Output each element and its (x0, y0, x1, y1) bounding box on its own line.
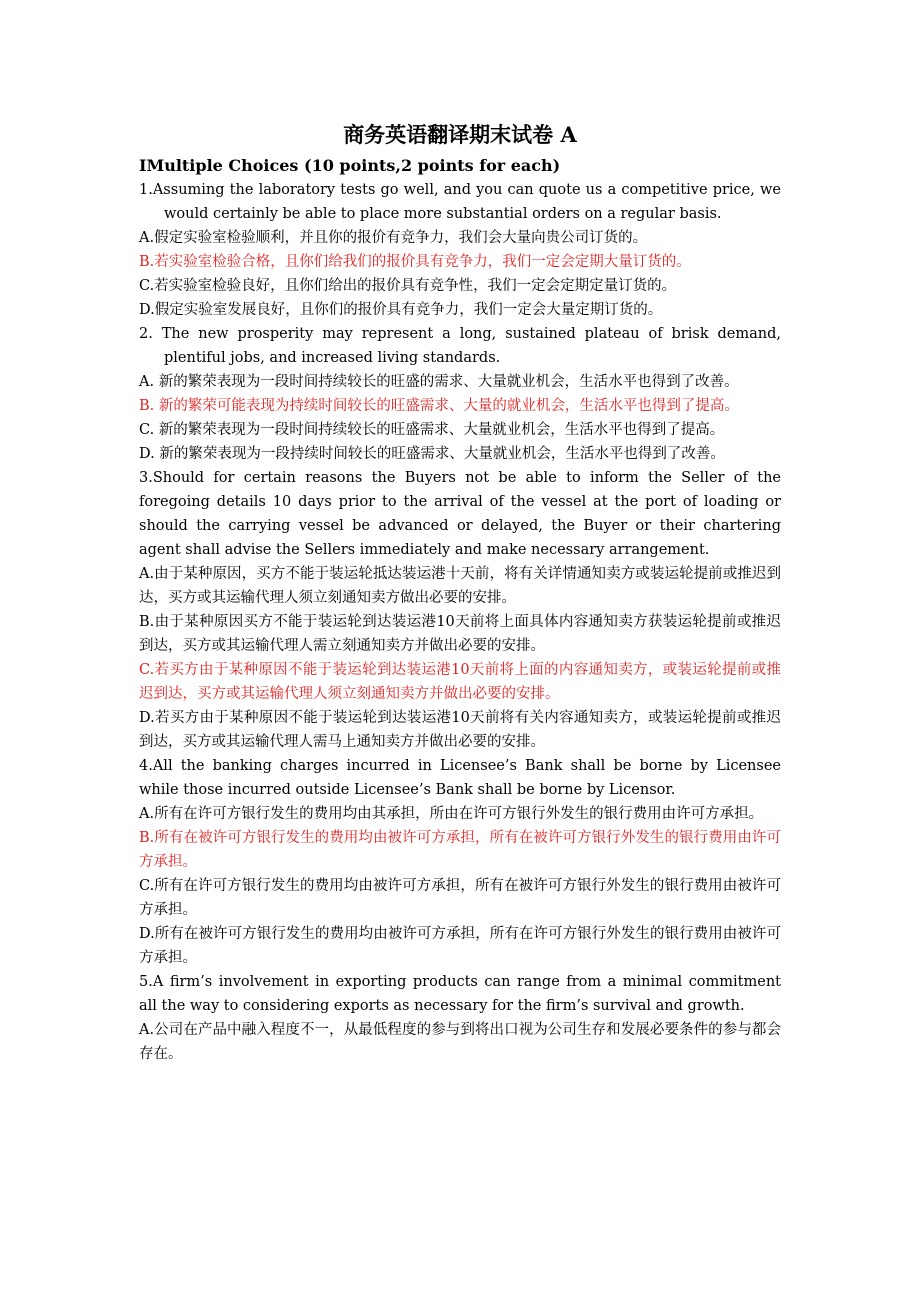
question-5-option-a: A.公司在产品中融入程度不一，从最低程度的参与到将出口视为公司生存和发展必要条件的参与都会存在。 (139, 1022, 781, 1062)
section-heading: ⅠMultiple Choices (10 points,2 points for each) (139, 156, 561, 175)
question-1-option-a: A.假定实验室检验顺利，并且你的报价有竞争力，我们会大量向贵公司订货的。 (139, 230, 648, 246)
question-2 (139, 322, 781, 466)
question-3-option-a: A.由于某种原因，买方不能于装运轮抵达装运港十天前，将有关详情通知卖方或装运轮提前或推迟到达，买方或其运输代理人须立刻通知卖方做出必要的安排。 (139, 566, 781, 606)
question-3-option-c-answer: C.若买方由于某种原因不能于装运轮到达装运港10天前将上面的内容通知卖方，或装运轮提前或推迟到达，买方或其运输代理人须立刻通知卖方并做出必要的安排。 (139, 662, 781, 702)
question-1-option-c: C.若实验室检验良好，且你们给出的报价具有竞争性，我们一定会定期定量订货的。 (139, 278, 677, 294)
question-4-option-b-answer: B.所有在被许可方银行发生的费用均由被许可方承担，所有在被许可方银行外发生的银行费用由许可方承担。 (139, 830, 781, 870)
question-5-stem: 5.A firm’s involvement in exporting products can range from a minimal commitment all the way to considering exports as necessary for the firm’s survival and growth. (139, 974, 781, 1014)
question-1-option-d: D.假定实验室发展良好，且你们的报价具有竞争力，我们一定会大量定期订货的。 (139, 302, 663, 318)
exam-page (139, 118, 781, 1066)
question-1 (139, 178, 781, 322)
question-4-option-c: C.所有在许可方银行发生的费用均由被许可方承担，所有在被许可方银行外发生的银行费用由被许可方承担。 (139, 878, 781, 918)
question-2-option-c: C. 新的繁荣表现为一段时间持续较长的旺盛需求、大量就业机会，生活水平也得到了提高。 (139, 422, 725, 438)
question-3-option-d: D.若买方由于某种原因不能于装运轮到达装运港10天前将有关内容通知卖方，或装运轮提前或推迟到达，买方或其运输代理人需马上通知卖方并做出必要的安排。 (139, 710, 781, 750)
question-2-option-a: A. 新的繁荣表现为一段时间持续较长的旺盛的需求、大量就业机会，生活水平也得到了改善。 (139, 374, 739, 390)
question-1-option-b-answer: B.若实验室检验合格，且你们给我们的报价具有竞争力，我们一定会定期大量订货的。 (139, 254, 691, 270)
question-2-option-b-answer: B. 新的繁荣可能表现为持续时间较长的旺盛需求、大量的就业机会，生活水平也得到了提高。 (139, 398, 739, 414)
question-4-stem: 4.All the banking charges incurred in Licensee’s Bank shall be borne by Licensee while those incurred outside Licensee’s Bank shall be borne by Licensor. (139, 758, 781, 798)
question-4-option-a: A.所有在许可方银行发生的费用均由其承担，所由在许可方银行外发生的银行费用由许可方承担。 (139, 806, 764, 822)
question-4-option-d: D.所有在被许可方银行发生的费用均由被许可方承担，所有在许可方银行外发生的银行费用由被许可方承担。 (139, 926, 781, 966)
question-1-stem: 1.Assuming the laboratory tests go well, and you can quote us a competitive price, we would certainly be able to place more substantial orders on a regular basis. (139, 182, 781, 222)
question-3-option-b: B.由于某种原因买方不能于装运轮到达装运港10天前将上面具体内容通知卖方获装运轮提前或推迟到达，买方或其运输代理人需立刻通知卖方并做出必要的安排。 (139, 614, 781, 654)
question-5 (139, 970, 781, 1066)
question-3-stem: 3.Should for certain reasons the Buyers not be able to inform the Seller of the foregoing details 10 days prior to the arrival of the vessel at the port of loading or should the carrying vessel be advanced or delayed, the Buyer or their chartering agent shall advise the Sellers immediately and make necessary arrangement. (139, 470, 781, 558)
question-3 (139, 466, 781, 754)
page-title: 商务英语翻译期末试卷 A (343, 122, 577, 147)
question-2-option-d: D. 新的繁荣表现为一段持续时间较长的旺盛需求、大量就业机会，生活水平也得到了改善。 (139, 446, 725, 462)
question-2-stem: 2. The new prosperity may represent a long, sustained plateau of brisk demand, plentiful jobs, and increased living standards. (139, 326, 781, 366)
question-4 (139, 754, 781, 970)
